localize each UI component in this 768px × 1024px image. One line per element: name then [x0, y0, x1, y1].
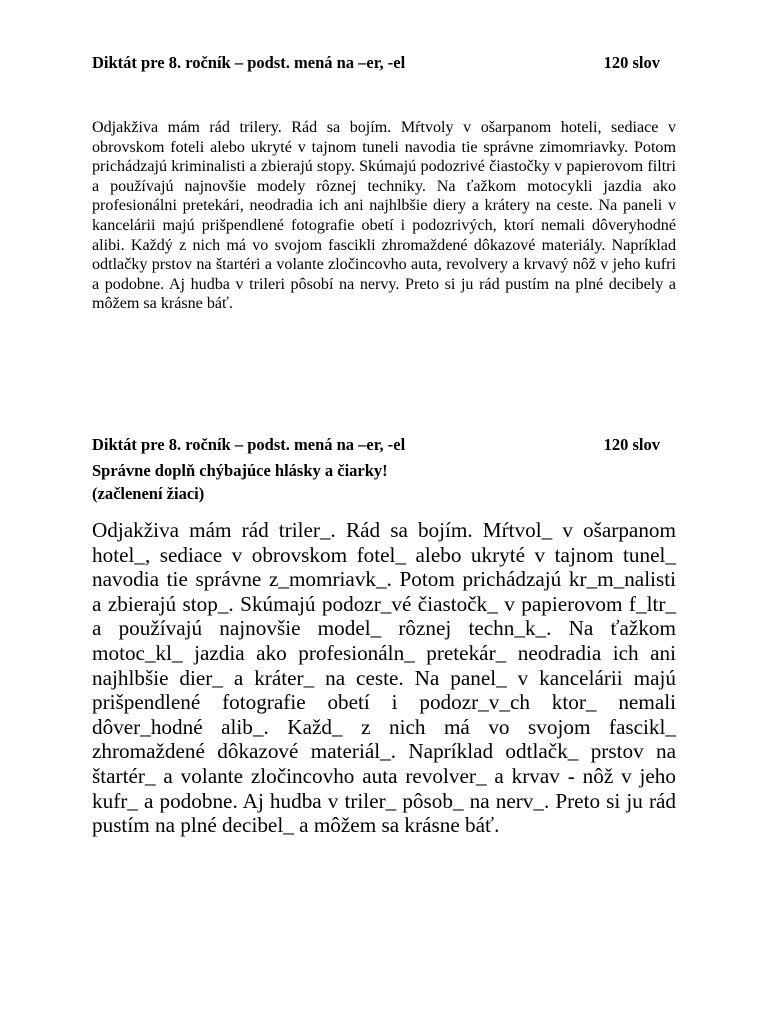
- word-count-2: 120 slov: [603, 435, 660, 454]
- exercise-instruction: Správne doplň chýbajúce hlásky a čiarky!: [92, 461, 388, 480]
- dictation-title-1: Diktát pre 8. ročník – podst. mená na –er, -el: [92, 53, 406, 72]
- dictation-header-1: [92, 52, 676, 74]
- word-count-1: 120 slov: [603, 53, 660, 72]
- dictation-header-2: [92, 434, 676, 456]
- exercise-audience: (začlenení žiaci): [92, 484, 205, 503]
- dictation-text-full: Odjakživa mám rád trilery. Rád sa bojím. Mŕtvoly v ošarpanom hoteli, sediace v obrovskom foteli alebo ukryté v tajnom tuneli navodia tie správne zimomriavky. Potom prichádzajú kriminalisti a zbierajú stopy. Skúmajú podozrivé čiastočky v papierovom filtri a používajú najnovšie modely rôznej techniky. Na ťažkom motocykli jazdia ako profesionálni pretekári, neodradia ich ani najhlbšie diery a krátery na ceste. Na paneli v kancelárii majú prišpendlené fotografie obetí i podozrivých, ktorí nemali dôveryhodné alibi. Každý z nich má vo svojom fascikli zhromaždené dôkazové materiály. Napríklad odtlačky prstov na štartéri a volante zločincovho auta, revolvery a krvavý nôž v jeho kufri a podobne. Aj hudba v trileri pôsobí na nervy. Preto si ju rád pustím na plné decibely a môžem sa krásne báť.: [92, 119, 676, 313]
- dictation-text-gapped: Odjakživa mám rád triler_. Rád sa bojím. Mŕtvol_ v ošarpanom hotel_, sediace v obrovskom fotel_ alebo ukryté v tajnom tunel_ navodia tie správne z_momriavk_. Potom prichádzajú kr_m_nalisti a zbierajú stop_. Skúmajú podozr_vé čiastočk_ v papierovom f_ltr_ a používajú najnovšie model_ rôznej techn_k_. Na ťažkom motoc_kl_ jazdia ako profesionáln_ pretekár_ neodradia ich ani najhlbšie dier_ a kráter_ na ceste. Na panel_ v kancelárii majú prišpendlené fotografie obetí i podozr_v_ch ktor_ nemali dôver_hodné alib_. Každ_ z nich má vo svojom fascikl_ zhromaždené dôkazové materiál_. Napríklad odtlačk_ prstov na štartér_ a volante zločincovho auta revolver_ a krvav - nôž v jeho kufr_ a podobne. Aj hudba v triler_ pôsob_ na nerv_. Preto si ju rád pustím na plné decibel_ a môžem sa krásne báť.: [92, 518, 676, 838]
- dictation-title-2: Diktát pre 8. ročník – podst. mená na –er, -el: [92, 435, 406, 454]
